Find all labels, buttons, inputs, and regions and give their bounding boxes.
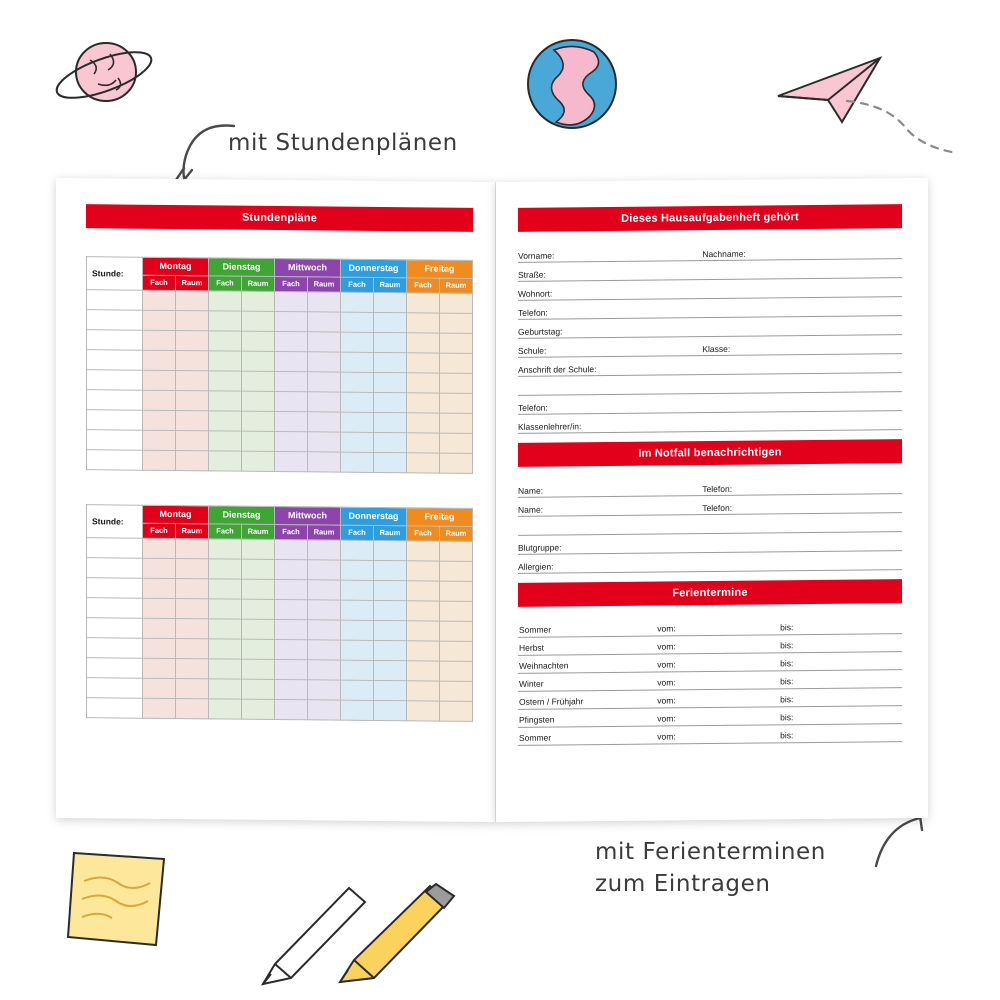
table-row [87,450,473,474]
timetable-cell[interactable] [308,432,341,452]
timetable-cell[interactable] [374,392,407,412]
timetable-cell[interactable] [143,538,176,558]
timetable-cell[interactable] [143,698,176,718]
holiday-to-field[interactable]: bis: [779,723,902,742]
subheader-fach: Fach [209,524,242,539]
form-label-secondary: Nachname: [702,248,746,260]
timetable-cell[interactable] [209,291,242,311]
timetable-cell[interactable] [440,541,473,561]
timetable-cell[interactable] [341,352,374,372]
holiday-name: Sommer [518,618,656,637]
timetable-cell[interactable] [176,451,209,471]
holidays-section-header: Ferientermine [518,579,902,607]
day-header-dienstag: Dienstag [209,258,275,277]
subheader-fach: Fach [341,277,374,292]
timetable-cell[interactable] [341,600,374,620]
timetable-cell[interactable] [176,411,209,431]
timetable-cell[interactable] [242,559,275,579]
stunde-cell[interactable] [87,430,143,451]
timetable-cell[interactable] [275,391,308,411]
stunde-cell[interactable] [87,658,143,679]
subheader-raum: Raum [440,278,473,293]
timetable-cell[interactable] [275,639,308,659]
timetable-cell[interactable] [440,601,473,621]
timetable-cell[interactable] [308,292,341,312]
timetable-cell[interactable] [374,432,407,452]
timetable-cell[interactable] [242,579,275,599]
left-page-header: Stundenpläne [86,204,473,232]
timetable-cell[interactable] [143,678,176,698]
timetable-cell[interactable] [275,431,308,451]
timetable-cell[interactable] [407,641,440,661]
holiday-name: Ostern / Frühjahr [518,690,656,709]
timetable-cell[interactable] [407,541,440,561]
timetable-cell[interactable] [209,539,242,559]
subheader-fach: Fach [143,523,176,538]
timetable-cell[interactable] [275,659,308,679]
timetable-cell[interactable] [275,579,308,599]
timetable-cell[interactable] [275,331,308,351]
timetable-cell[interactable] [242,351,275,371]
timetable-cell[interactable] [341,312,374,332]
timetable-cell[interactable] [407,413,440,433]
timetable-1 [86,256,473,474]
timetable-cell[interactable] [407,313,440,333]
timetable-cell[interactable] [374,700,407,720]
holiday-to-field[interactable]: bis: [779,687,902,706]
timetable-cell[interactable] [242,699,275,719]
timetable-cell[interactable] [308,620,341,640]
timetable-cell[interactable] [407,621,440,641]
timetable-cell[interactable] [176,351,209,371]
day-header-mittwoch: Mittwoch [275,258,341,277]
timetable-cell[interactable] [440,433,473,453]
timetable-cell[interactable] [308,312,341,332]
annotation-bottom-line2: zum Eintragen [595,871,771,897]
timetable-cell[interactable] [209,371,242,391]
holiday-to-field[interactable]: bis: [779,633,902,652]
timetable-cell[interactable] [176,331,209,351]
stunde-cell[interactable] [87,618,143,639]
subheader-raum: Raum [440,526,473,541]
timetable-cell[interactable] [440,581,473,601]
timetable-cell[interactable] [407,701,440,721]
timetable-cell[interactable] [308,680,341,700]
timetable-cell[interactable] [308,640,341,660]
timetable-cell[interactable] [143,598,176,618]
timetable-cell[interactable] [176,539,209,559]
owner-section-header: Dieses Hausaufgabenheft gehört [518,204,902,232]
timetable-cell[interactable] [374,660,407,680]
day-header-montag: Montag [143,257,209,276]
timetable-cell[interactable] [308,700,341,720]
timetable-cell[interactable] [374,312,407,332]
timetable-cell[interactable] [341,412,374,432]
day-header-freitag: Freitag [407,260,473,279]
holiday-from-field[interactable]: vom: [656,724,779,743]
subheader-fach: Fach [143,275,176,290]
subheader-fach: Fach [407,526,440,541]
subheader-fach: Fach [209,276,242,291]
timetable-cell[interactable] [341,372,374,392]
timetable-cell[interactable] [176,639,209,659]
timetable-cell[interactable] [176,699,209,719]
timetable-cell[interactable] [143,430,176,450]
timetable-cell[interactable] [143,390,176,410]
timetable-cell[interactable] [374,332,407,352]
timetable-cell[interactable] [176,431,209,451]
timetable-cell[interactable] [176,599,209,619]
timetable-cell[interactable] [275,599,308,619]
timetable-cell[interactable] [143,370,176,390]
timetable-cell[interactable] [374,540,407,560]
timetable-cell[interactable] [209,639,242,659]
form-label: Wohnort: [518,288,553,299]
timetable-cell[interactable] [143,658,176,678]
timetable-2 [86,504,473,722]
holiday-name: Winter [518,672,656,691]
timetables-container [86,256,473,722]
timetable-cell[interactable] [242,391,275,411]
timetable-cell[interactable] [176,391,209,411]
globe-doodle [520,30,625,135]
open-booklet [56,180,928,820]
timetable-cell[interactable] [275,699,308,719]
timetable-cell[interactable] [176,619,209,639]
timetable-cell[interactable] [407,393,440,413]
timetable-cell[interactable] [440,701,473,721]
day-header-freitag: Freitag [407,508,473,527]
timetable-cell[interactable] [242,539,275,559]
holiday-from-field[interactable]: vom: [656,688,779,707]
timetable-cell[interactable] [407,433,440,453]
timetable-cell[interactable] [341,452,374,472]
timetable-cell[interactable] [341,620,374,640]
timetable-cell[interactable] [440,293,473,313]
subheader-fach: Fach [341,525,374,540]
timetable-cell[interactable] [308,600,341,620]
timetable-cell[interactable] [209,699,242,719]
stunde-label: Stunde: [87,257,143,291]
subheader-fach: Fach [275,276,308,291]
emergency-section-header: Im Notfall benachrichtigen [518,439,902,467]
timetable-cell[interactable] [341,432,374,452]
timetable-cell[interactable] [407,353,440,373]
timetable-cell[interactable] [143,638,176,658]
holiday-name: Weihnachten [518,654,656,673]
timetable-cell[interactable] [341,560,374,580]
timetable-cell[interactable] [341,640,374,660]
form-label: Straße: [518,269,546,280]
timetable-cell[interactable] [308,332,341,352]
timetable-cell[interactable] [209,619,242,639]
timetable-cell[interactable] [242,411,275,431]
stunde-cell[interactable] [87,290,143,311]
timetable-cell[interactable] [275,291,308,311]
timetable-cell[interactable] [143,410,176,430]
timetable-cell[interactable] [143,558,176,578]
timetable-cell[interactable] [440,413,473,433]
timetable-cell[interactable] [341,680,374,700]
timetable-cell[interactable] [176,311,209,331]
timetable-cell[interactable] [275,311,308,331]
stunde-cell[interactable] [87,350,143,371]
timetable-cell[interactable] [341,540,374,560]
timetable-cell[interactable] [440,621,473,641]
timetable-cell[interactable] [275,451,308,471]
form-label: Klassenlehrer/in: [518,421,582,432]
stunde-cell[interactable] [87,538,143,559]
holiday-row[interactable] [518,723,902,745]
timetable-cell[interactable] [440,561,473,581]
timetable-cell[interactable] [209,579,242,599]
timetable-cell[interactable] [242,679,275,699]
holiday-to-field[interactable]: bis: [779,669,902,688]
timetable-grid [86,504,473,722]
timetable-cell[interactable] [209,331,242,351]
sticky-note-doodle [60,845,180,960]
table-row [87,698,473,722]
timetable-cell[interactable] [341,392,374,412]
holiday-to-field[interactable]: bis: [779,615,902,634]
timetable-cell[interactable] [407,453,440,473]
timetable-cell[interactable] [242,291,275,311]
holidays-table [518,615,902,745]
timetable-cell[interactable] [143,350,176,370]
timetable-cell[interactable] [407,581,440,601]
holiday-from-field[interactable]: vom: [656,634,779,653]
form-label-secondary: Telefon: [702,502,733,514]
timetable-cell[interactable] [308,580,341,600]
stunde-cell[interactable] [87,638,143,659]
form-label: Telefon: [518,307,548,318]
subheader-raum: Raum [242,524,275,539]
form-label: Name: [518,504,544,515]
timetable-cell[interactable] [308,560,341,580]
subheader-raum: Raum [176,524,209,539]
timetable-cell[interactable] [242,311,275,331]
timetable-cell[interactable] [308,392,341,412]
timetable-cell[interactable] [440,393,473,413]
timetable-cell[interactable] [374,620,407,640]
timetable-cell[interactable] [176,291,209,311]
timetable-cell[interactable] [143,310,176,330]
timetable-cell[interactable] [242,371,275,391]
timetable-cell[interactable] [242,451,275,471]
timetable-cell[interactable] [374,640,407,660]
timetable-cell[interactable] [341,700,374,720]
timetable-cell[interactable] [275,539,308,559]
timetable-cell[interactable] [176,659,209,679]
timetable-cell[interactable] [143,330,176,350]
timetable-cell[interactable] [275,559,308,579]
subheader-raum: Raum [308,277,341,292]
day-header-dienstag: Dienstag [209,506,275,525]
stunde-cell[interactable] [87,598,143,619]
timetable-cell[interactable] [440,333,473,353]
timetable-cell[interactable] [341,332,374,352]
form-line-allergien[interactable] [518,551,902,574]
timetable-cell[interactable] [176,679,209,699]
annotation-top: mit Stundenplänen [228,130,458,156]
timetable-cell[interactable] [374,680,407,700]
timetable-cell[interactable] [209,391,242,411]
timetable-cell[interactable] [209,431,242,451]
subheader-raum: Raum [374,525,407,540]
holiday-from-field[interactable]: vom: [656,616,779,635]
subheader-raum: Raum [242,276,275,291]
holiday-from-field[interactable]: vom: [656,652,779,671]
subheader-raum: Raum [176,276,209,291]
right-page [496,178,928,822]
timetable-cell[interactable] [407,561,440,581]
stunde-cell[interactable] [87,330,143,351]
annotation-bottom-line1: mit Ferienterminen [595,839,826,865]
timetable-cell[interactable] [275,351,308,371]
timetable-cell[interactable] [143,578,176,598]
pencil-doodle-yellow [330,880,470,990]
timetable-cell[interactable] [176,559,209,579]
form-label: Name: [518,485,544,496]
timetable-cell[interactable] [209,659,242,679]
timetable-cell[interactable] [407,293,440,313]
timetable-cell[interactable] [407,333,440,353]
timetable-cell[interactable] [242,639,275,659]
subheader-raum: Raum [374,277,407,292]
planet-doodle [48,28,158,128]
timetable-cell[interactable] [341,580,374,600]
holiday-from-field[interactable]: vom: [656,670,779,689]
timetable-cell[interactable] [407,373,440,393]
timetable-cell[interactable] [209,351,242,371]
timetable-cell[interactable] [209,599,242,619]
timetable-cell[interactable] [341,660,374,680]
annotation-bottom [595,836,826,900]
timetable-cell[interactable] [143,450,176,470]
timetable-cell[interactable] [275,371,308,391]
timetable-cell[interactable] [242,431,275,451]
timetable-cell[interactable] [209,451,242,471]
timetable-cell[interactable] [209,311,242,331]
holiday-to-field[interactable]: bis: [779,651,902,670]
form-label-secondary: Telefon: [702,483,733,495]
timetable-cell[interactable] [308,352,341,372]
timetable-cell[interactable] [209,679,242,699]
subheader-fach: Fach [275,524,308,539]
stunde-cell[interactable] [87,410,143,431]
stunde-cell[interactable] [87,390,143,411]
day-header-mittwoch: Mittwoch [275,506,341,525]
timetable-cell[interactable] [374,412,407,432]
timetable-cell[interactable] [308,660,341,680]
stunde-label: Stunde: [87,505,143,539]
timetable-cell[interactable] [308,412,341,432]
holiday-to-field[interactable]: bis: [779,705,902,724]
emergency-fields [518,475,902,574]
timetable-cell[interactable] [440,641,473,661]
stunde-cell[interactable] [87,698,143,719]
day-header-donnerstag: Donnerstag [341,507,407,526]
timetable-cell[interactable] [308,452,341,472]
timetable-cell[interactable] [440,313,473,333]
timetable-grid [86,256,473,474]
timetable-cell[interactable] [407,681,440,701]
timetable-cell[interactable] [374,292,407,312]
holiday-name: Herbst [518,636,656,655]
timetable-cell[interactable] [176,579,209,599]
timetable-cell[interactable] [242,659,275,679]
timetable-cell[interactable] [440,353,473,373]
form-label: Geburtstag: [518,326,563,337]
form-label: Anschrift der Schule: [518,364,597,375]
stunde-cell[interactable] [87,678,143,699]
timetable-cell[interactable] [374,452,407,472]
stunde-cell[interactable] [87,450,143,471]
timetable-cell[interactable] [275,619,308,639]
timetable-cell[interactable] [308,540,341,560]
timetable-cell[interactable] [374,372,407,392]
timetable-cell[interactable] [308,372,341,392]
timetable-cell[interactable] [143,290,176,310]
subheader-raum: Raum [308,525,341,540]
form-label: Allergien: [518,561,554,572]
timetable-cell[interactable] [440,661,473,681]
timetable-cell[interactable] [374,600,407,620]
timetable-cell[interactable] [143,618,176,638]
form-label: Telefon: [518,402,548,413]
timetable-cell[interactable] [440,453,473,473]
timetable-cell[interactable] [341,292,374,312]
day-header-donnerstag: Donnerstag [341,259,407,278]
timetable-cell[interactable] [374,580,407,600]
timetable-cell[interactable] [440,681,473,701]
form-label: Vorname: [518,250,555,261]
stunde-cell[interactable] [87,558,143,579]
timetable-cell[interactable] [242,331,275,351]
form-line-klassenlehrerin[interactable] [518,411,902,434]
timetable-cell[interactable] [374,352,407,372]
stunde-cell[interactable] [87,370,143,391]
form-label-secondary: Klasse: [702,343,731,355]
timetable-cell[interactable] [242,619,275,639]
stunde-cell[interactable] [87,578,143,599]
form-label: Blutgruppe: [518,542,562,553]
holiday-from-field[interactable]: vom: [656,706,779,725]
left-page [56,178,496,822]
owner-fields [518,240,902,434]
stunde-cell[interactable] [87,310,143,331]
timetable-cell[interactable] [242,599,275,619]
day-header-montag: Montag [143,505,209,524]
timetable-cell[interactable] [407,601,440,621]
holiday-name: Sommer [518,726,656,745]
timetable-cell[interactable] [275,679,308,699]
dashed-trail-doodle [845,95,965,165]
timetable-cell[interactable] [209,559,242,579]
subheader-fach: Fach [407,278,440,293]
timetable-cell[interactable] [275,411,308,431]
timetable-cell[interactable] [374,560,407,580]
form-label: Schule: [518,345,547,356]
timetable-cell[interactable] [440,373,473,393]
holiday-name: Pfingsten [518,708,656,727]
timetable-cell[interactable] [176,371,209,391]
timetable-cell[interactable] [407,661,440,681]
timetable-cell[interactable] [209,411,242,431]
